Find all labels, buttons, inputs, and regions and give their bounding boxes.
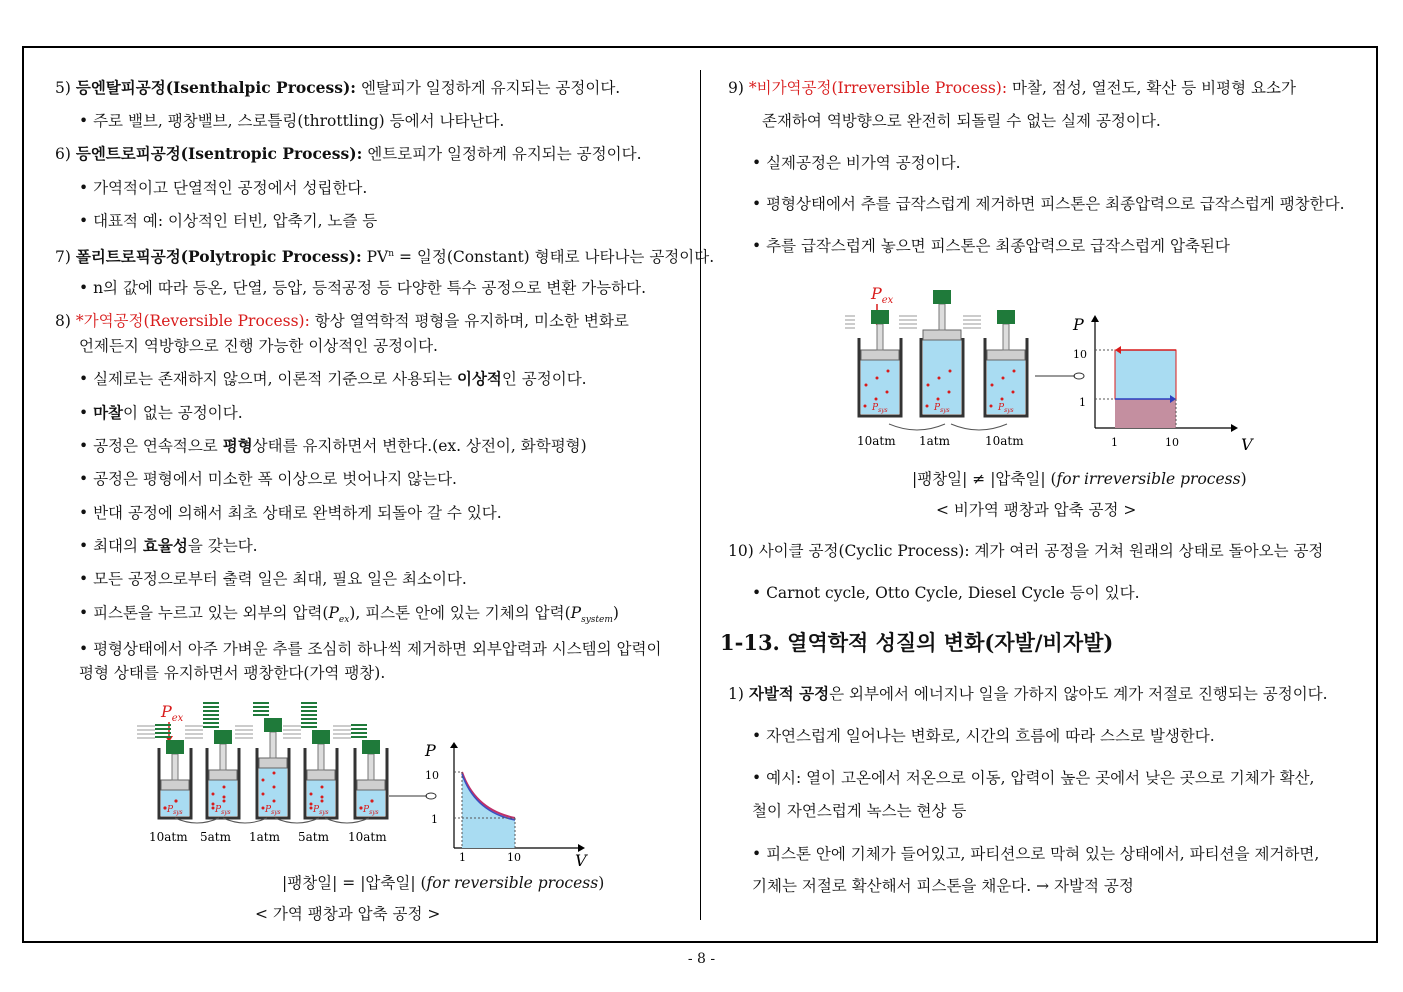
bullet: • 평형상태에서 아주 가벼운 추를 조심히 하나씩 제거하면 외부압력과 시스템의 압력이 (79, 640, 662, 658)
psys-label: $P_{sys}$ (265, 805, 281, 816)
bullet: • n의 값에 따라 등온, 단열, 등압, 등적공정 등 다양한 특수 공정으로 변환 가능하다. (79, 279, 647, 297)
psys-label: $P_{sys}$ (313, 805, 329, 816)
item-8-cont: 언제든지 역방향으로 진행 가능한 이상적인 공정이다. (79, 337, 438, 355)
piston-cylinder (283, 700, 337, 818)
plot-y-tick: 1 (1079, 396, 1086, 409)
bullet: • 공정은 연속적으로 평형상태를 유지하면서 변한다.(ex. 상전이, 화학평형) (79, 436, 587, 455)
plot-y-tick: 1 (431, 813, 438, 826)
bullet: • 평형상태에서 추를 급작스럽게 제거하면 피스톤은 최종압력으로 급작스럽게 팽창한다. (752, 195, 1345, 213)
irreversible-equation: |팽창일| ≠ |압축일| (for irreversible process) (912, 470, 1247, 488)
plot-p-axis: P (1073, 315, 1084, 334)
fig-label: 10atm (149, 830, 188, 844)
reversible-equation: |팽창일| = |압축일| (for reversible process) (282, 874, 605, 892)
fig-label: 5atm (200, 830, 231, 844)
bullet: • 최대의 효율성을 갖는다. (79, 536, 258, 555)
plot-x-tick: 1 (1111, 436, 1118, 449)
bullet: • 자연스럽게 일어나는 변화로, 시간의 흐름에 따라 스스로 발생한다. (752, 727, 1215, 745)
page-number: - 8 - (687, 951, 716, 967)
plot-p-axis: P (425, 741, 436, 760)
psys-label: $P_{sys}$ (872, 403, 888, 414)
pv-plot-reversible (424, 741, 588, 870)
bullet-cont: 철이 자연스럽게 녹스는 현상 등 (752, 802, 967, 820)
pex-label: $P_{ex}$ (161, 702, 184, 724)
section-heading: 1-13. 열역학적 성질의 변화(자발/비자발) (720, 630, 1114, 655)
plot-y-tick: 10 (1073, 348, 1087, 361)
psys-label: $P_{sys}$ (998, 403, 1014, 414)
plot-x-tick: 10 (1165, 436, 1179, 449)
bullet: • 예시: 열이 고온에서 저온으로 이동, 압력이 높은 곳에서 낮은 곳으로 기체가 확산, (752, 769, 1315, 787)
item-10: 10) 사이클 공정(Cyclic Process): 계가 여러 공정을 거쳐 원래의 상태로 돌아오는 공정 (728, 542, 1324, 560)
reversible-process-figure (135, 700, 605, 875)
bullet-cont: 기체는 저절로 확산해서 피스톤을 채운다. → 자발적 공정 (752, 877, 1134, 895)
bullet: • 실제로는 존재하지 않으며, 이론적 기준으로 사용되는 이상적인 공정이다. (79, 369, 587, 388)
fig-label: 1atm (919, 434, 950, 448)
piston-cylinder (845, 310, 901, 416)
piston-cylinder (963, 310, 1027, 416)
plot-v-axis: V (575, 851, 587, 870)
psys-label: $P_{sys}$ (215, 805, 231, 816)
bullet-cont: 평형 상태를 유지하면서 팽창한다(가역 팽창). (79, 664, 386, 682)
bullet: • 주로 밸브, 팽창밸브, 스로틀링(throttling) 등에서 나타난다. (79, 112, 505, 130)
piston-cylinder (137, 724, 191, 818)
piston-cylinder (333, 724, 387, 818)
fig-label: 1atm (249, 830, 280, 844)
bullet: • 반대 공정에 의해서 최초 상태로 완벽하게 되돌아 갈 수 있다. (79, 504, 502, 522)
psys-label: $P_{sys}$ (363, 805, 379, 816)
plot-v-axis: V (1241, 435, 1253, 454)
plot-x-tick: 10 (507, 851, 521, 864)
plot-y-tick: 10 (425, 769, 439, 782)
bullet: • 공정은 평형에서 미소한 폭 이상으로 벗어나지 않는다. (79, 470, 457, 488)
bullet: • 마찰이 없는 공정이다. (79, 403, 243, 422)
item-9-cont: 존재하여 역방향으로 완전히 되돌릴 수 없는 실제 공정이다. (762, 112, 1161, 130)
piston-cylinder (899, 290, 963, 416)
item-5: 5) 등엔탈피공정(Isenthalpic Process): 엔탈피가 일정하게 유지되는 공정이다. (55, 78, 621, 97)
item-8: 8) *가역공정(Reversible Process): 항상 열역학적 평형을 유지하며, 미소한 변화로 (55, 312, 629, 330)
bullet: • 가역적이고 단열적인 공정에서 성립한다. (79, 179, 368, 197)
reversible-caption: < 가역 팽창과 압축 공정 > (255, 905, 441, 923)
item-7: 7) 폴리트로픽공정(Polytropic Process): $PV^n$ = 일정(Constant) 형태로 나타나는 공정이다. (55, 247, 715, 267)
item-1: 1) 자발적 공정은 외부에서 에너지나 일을 가하지 않아도 계가 저절로 진행되는 공정이다. (728, 684, 1328, 703)
bullet: • 실제공정은 비가역 공정이다. (752, 154, 961, 172)
bullet: • 피스톤을 누르고 있는 외부의 압력$(P_{ex})$, 피스톤 안에 있는 기체의 압력$(P_{system})$ (79, 604, 619, 626)
irreversible-process-figure (845, 282, 1265, 457)
pv-plot-irreversible (1072, 315, 1254, 454)
fig-label: 10atm (857, 434, 896, 448)
bullet: • 피스톤 안에 기체가 들어있고, 파티션으로 막혀 있는 상태에서, 파티션을 제거하면, (752, 845, 1320, 863)
psys-label: $P_{sys}$ (167, 805, 183, 816)
fig-label: 5atm (298, 830, 329, 844)
fig-label: 10atm (985, 434, 1024, 448)
bullet: • Carnot cycle, Otto Cycle, Diesel Cycle 등이 있다. (752, 584, 1140, 602)
plot-x-tick: 1 (459, 851, 466, 864)
item-6: 6) 등엔트로피공정(Isentropic Process): 엔트로피가 일정하게 유지되는 공정이다. (55, 144, 642, 163)
pex-label: $P_{ex}$ (871, 284, 894, 306)
item-9: 9) *비가역공정(Irreversible Process): 마찰, 점성, 열전도, 확산 등 비평형 요소가 (728, 79, 1296, 97)
bullet: • 대표적 예: 이상적인 터빈, 압축기, 노즐 등 (79, 212, 378, 230)
irreversible-caption: < 비가역 팽창과 압축 공정 > (936, 501, 1137, 519)
bullet: • 모든 공정으로부터 출력 일은 최대, 필요 일은 최소이다. (79, 570, 467, 588)
bullet: • 추를 급작스럽게 놓으면 피스톤은 최종압력으로 급작스럽게 압축된다 (752, 237, 1230, 255)
psys-label: $P_{sys}$ (934, 403, 950, 414)
piston-cylinder (185, 700, 239, 818)
fig-label: 10atm (348, 830, 387, 844)
column-divider (700, 70, 701, 920)
piston-cylinder (235, 700, 289, 818)
